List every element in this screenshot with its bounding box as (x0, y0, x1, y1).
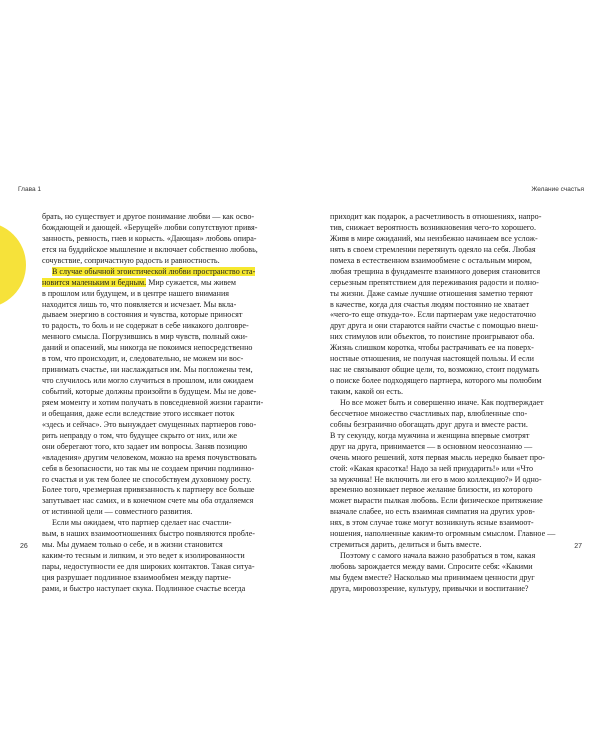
text-line: и обещания, даже если вследствие этого иссякает поток (42, 408, 235, 418)
text-line: тив, снижает вероятность возникновения чего-то хорошего. (330, 222, 536, 232)
text-line: каким-то тесным и липким, и это ведет к изолированности (42, 551, 245, 561)
text-line: друг на друга, принимается — в основном неосознанно — (330, 441, 533, 451)
text-line: вым, в наших взаимоотношениях быстро появляются пробле- (42, 529, 255, 539)
text-line: Поэтому с самого начала важно разобраться в том, какая (340, 551, 536, 561)
text-line: себя в безопасности, но так мы не создаем причин подлинно- (42, 463, 255, 473)
running-head-right: Желание счастья (531, 186, 584, 193)
text-line: дываем энергию в состояния и чувства, которые приносят (42, 310, 243, 320)
text-line: они оберегают того, кто задает им вопросы. Заняв позицию (42, 441, 248, 451)
text-line: очень много решений, хотя первая мысль нередко бывает про- (330, 452, 545, 462)
text-line: них стимулов или объектов, то поистине проигрывают оба. (330, 332, 535, 342)
text-line: «здесь и сейчас». Это вынуждает смущенных партнеров гово- (42, 419, 257, 429)
text-line: от истинной цели — совместного развития. (42, 507, 193, 517)
text-line: стремиться дарить, делиться и быть вместе. (330, 540, 482, 550)
text-line (42, 267, 289, 278)
text-line: ношения, наполненные каким-то огромным смыслом. Главное — (330, 529, 556, 539)
yellow-side-circle (0, 222, 26, 308)
text-line (42, 278, 289, 289)
text-line: принимать счастье, ни наслаждаться им. Мы погложены тем, (42, 365, 253, 375)
text-line: друг друга и они стараются найти счастье с помощью внеш- (330, 321, 539, 331)
right-page-number: 27 (574, 543, 582, 550)
text-line: за мужчина! Не включить ли его в мою коллекцию?» И одно- (330, 474, 542, 484)
text-line: рить неправду о том, что будущее скрыто от них, или же (42, 430, 237, 440)
text-line: мы будем вместе? Насколько мы принимаем ценности друг (330, 572, 535, 582)
text-line: ты жизни. Даже самые лучшие отношения заметно теряют (330, 288, 533, 298)
left-page-text-column (42, 212, 289, 595)
text-line: нас не связывают общие цели, то, возможно, стоит подумать (330, 365, 539, 375)
text-line: бессчетное множество счастливых пар, влюбленные спо- (330, 408, 528, 418)
text-line: в качестве, когда для счастья людям постоянно не хватает (330, 299, 530, 309)
text-line: может вырасти пылкая любовь. Если физическое притяжение (330, 496, 543, 506)
left-page-number: 26 (20, 543, 28, 550)
line-text: Мир сужается, мы живем (146, 277, 237, 287)
text-line: даний и опасений, мы никогда не покоимся непосредственно (42, 343, 253, 353)
text-line: Живя в мире ожиданий, мы неизбежно начинаем все услож- (330, 233, 538, 243)
text-line: собны безгранично обогащать друг друга и вместе расти. (330, 419, 528, 429)
text-line: «чего-то еще откуда-то». Если партнерам уже недостаточно (330, 310, 536, 320)
text-line: вначале слабее, но есть взаимная симпатия на других уров- (330, 507, 535, 517)
text-line: то радость, то боль и не содержат в себе никакого долговре- (42, 321, 249, 331)
text-line: в том, что происходит, и, следовательно, не можем ни вос- (42, 354, 244, 364)
text-line: Более того, чрезмерная привязанность к партнеру все больше (42, 485, 255, 495)
text-line: ряем моменту и хотим получать в повседневной жизни гаранти- (42, 397, 264, 407)
text-line: нять в своем стремлении перетянуть одеяло на себя. Любая (330, 244, 536, 254)
text-line: В ту секунду, когда мужчина и женщина впервые смотрят (330, 430, 530, 440)
text-line: го счастья и уж тем более не способствуем духовному росту. (42, 474, 252, 484)
text-line: таким, какой он есть. (330, 387, 404, 396)
text-line: ностные отношения, не получая настоящей пользы. И если (330, 354, 534, 364)
text-line: нях, в этом случае тоже могут возникнуть ясные взаимоот- (330, 518, 534, 528)
text-line: любая трещина в фундаменте взаимного доверия становится (330, 266, 541, 276)
text-line: приходит как подарок, а расчетливость в отношениях, напро- (330, 212, 542, 221)
text-line: временно возникает первое желание близости, из которого (330, 485, 533, 495)
text-line: сочувствие, сопричастную радость и равностность. (42, 255, 220, 265)
text-line: стой: «Какая красотка! Надо за ней приударить!» или «Что (330, 463, 534, 473)
text-line: брать, но существует и другое понимание любви — как осво- (42, 212, 255, 221)
text-line: запутывает нас самих, и в конечном счете мы оба отдаляемся (42, 496, 254, 506)
running-head-left: Глава 1 (18, 186, 41, 193)
text-line: в прошлом или будущем, и в центре нашего внимания (42, 288, 230, 298)
text-line: менного смысла. Погрузившись в мир чувств, полный ожи- (42, 332, 248, 342)
text-line: что случилось или могло случиться в прошлом, или ожидаем (42, 376, 254, 386)
text-line: ция разрушает подлинное взаимообмен между партне- (42, 572, 232, 582)
highlighted-text: В случае обычной эгоистической любви пространство ста- (52, 266, 256, 276)
text-line: серьезным препятствием для переживания радости и полно- (330, 277, 539, 287)
text-line: занность, ревность, гнев и корысть. «Дающая» любовь опира- (42, 233, 257, 243)
text-line: помеха в естественном взаимообмене с остальным миром, (330, 255, 532, 265)
highlighted-text: новится маленьким и бедным. (42, 277, 147, 287)
text-line: Но все может быть и совершенно иначе. Как подтверждает (340, 397, 544, 407)
text-line: пары, недоступности ее для широких контактов. Такая ситуа- (42, 562, 255, 571)
right-page-text-column (330, 212, 577, 595)
text-line: ется на буддийское мышление и включает собственно любовь, (42, 244, 258, 254)
text-line: рами, и быстро наступает скука. Подлинное счастье всегда (42, 583, 246, 593)
text-line: находится лишь то, что появляется и исчезает. Мы вкла- (42, 299, 237, 309)
text-line: любовь зарождается между вами. Спросите себя: «Какими (330, 562, 533, 571)
text-line: о поиске более подходящего партнера, которого мы полюбим (330, 376, 542, 386)
text-line: событий, которые должны произойти в будущем. Мы не дове- (42, 387, 257, 396)
text-line: мы. Мы думаем только о себе, и в жизни становится (42, 540, 223, 550)
text-line: Если мы ожидаем, что партнер сделает нас счастли- (52, 518, 232, 528)
text-line: бождающей и дающей. «Берущей» любви сопутствуют привя- (42, 222, 258, 232)
text-line: Жизнь слишком коротка, чтобы растрачивать ее на поверх- (330, 343, 534, 353)
text-line: друга, мировоззрение, культуру, привычки и воспитание? (330, 583, 529, 593)
text-line: «владения» другим человеком, можно на время почувствовать (42, 452, 257, 462)
